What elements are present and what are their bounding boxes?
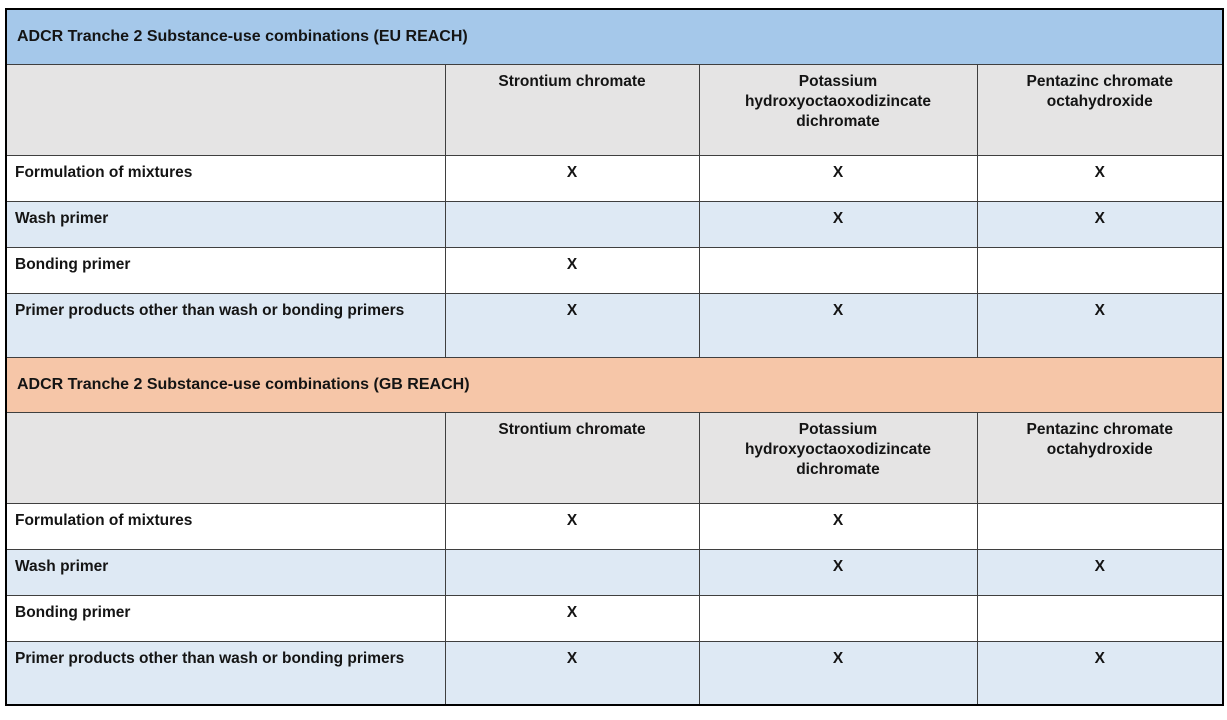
value-cell: X: [699, 201, 977, 247]
row-label: Primer products other than wash or bonding primers: [6, 641, 445, 705]
value-cell: [977, 247, 1223, 293]
column-header-gb-strontium-chromate: Strontium chromate: [445, 412, 699, 503]
column-header-row-gb: [6, 412, 1223, 503]
value-cell: [699, 247, 977, 293]
value-cell: X: [699, 155, 977, 201]
value-cell: X: [699, 503, 977, 549]
value-cell: X: [445, 641, 699, 705]
value-cell: X: [699, 293, 977, 357]
row-label: Wash primer: [6, 201, 445, 247]
substance-use-table: [5, 8, 1224, 706]
column-header-eu-strontium-chromate: Strontium chromate: [445, 64, 699, 155]
section-title-eu: ADCR Tranche 2 Substance-use combinations (EU REACH): [6, 9, 1223, 64]
value-cell: X: [977, 293, 1223, 357]
value-cell: X: [977, 641, 1223, 705]
value-cell: X: [445, 293, 699, 357]
table-row-eu-primer-products-other: [6, 293, 1223, 357]
value-cell: X: [445, 595, 699, 641]
table-row-eu-bonding-primer: [6, 247, 1223, 293]
value-cell: X: [977, 549, 1223, 595]
value-cell: X: [445, 155, 699, 201]
value-cell: [977, 595, 1223, 641]
table-row-eu-wash-primer: [6, 201, 1223, 247]
row-label: Primer products other than wash or bonding primers: [6, 293, 445, 357]
row-label: Formulation of mixtures: [6, 155, 445, 201]
value-cell: X: [699, 549, 977, 595]
value-cell: [445, 201, 699, 247]
row-label: Formulation of mixtures: [6, 503, 445, 549]
value-cell: X: [977, 155, 1223, 201]
column-header-gb-pentazinc-chromate-octahydroxide: Pentazinc chromate octahydroxide: [977, 412, 1223, 503]
row-label: Bonding primer: [6, 595, 445, 641]
row-label: Bonding primer: [6, 247, 445, 293]
table-row-gb-primer-products-other: [6, 641, 1223, 705]
value-cell: X: [445, 503, 699, 549]
column-header-row-eu: [6, 64, 1223, 155]
section-header-row-gb: [6, 357, 1223, 412]
column-header-eu-pentazinc-chromate-octahydroxide: Pentazinc chromate octahydroxide: [977, 64, 1223, 155]
column-header-eu-potassium-hydroxyoctaoxodizincate-dichromate: Potassium hydroxyoctaoxodizincate dichromate: [699, 64, 977, 155]
value-cell: X: [699, 641, 977, 705]
table-row-gb-bonding-primer: [6, 595, 1223, 641]
value-cell: X: [977, 201, 1223, 247]
value-cell: [977, 503, 1223, 549]
section-header-row-eu: [6, 9, 1223, 64]
corner-cell-eu: [6, 64, 445, 155]
value-cell: X: [445, 247, 699, 293]
row-label: Wash primer: [6, 549, 445, 595]
value-cell: [445, 549, 699, 595]
table-row-gb-formulation-of-mixtures: [6, 503, 1223, 549]
section-title-gb: ADCR Tranche 2 Substance-use combinations (GB REACH): [6, 357, 1223, 412]
value-cell: [699, 595, 977, 641]
table-row-eu-formulation-of-mixtures: [6, 155, 1223, 201]
corner-cell-gb: [6, 412, 445, 503]
column-header-gb-potassium-hydroxyoctaoxodizincate-dichromate: Potassium hydroxyoctaoxodizincate dichromate: [699, 412, 977, 503]
table-row-gb-wash-primer: [6, 549, 1223, 595]
